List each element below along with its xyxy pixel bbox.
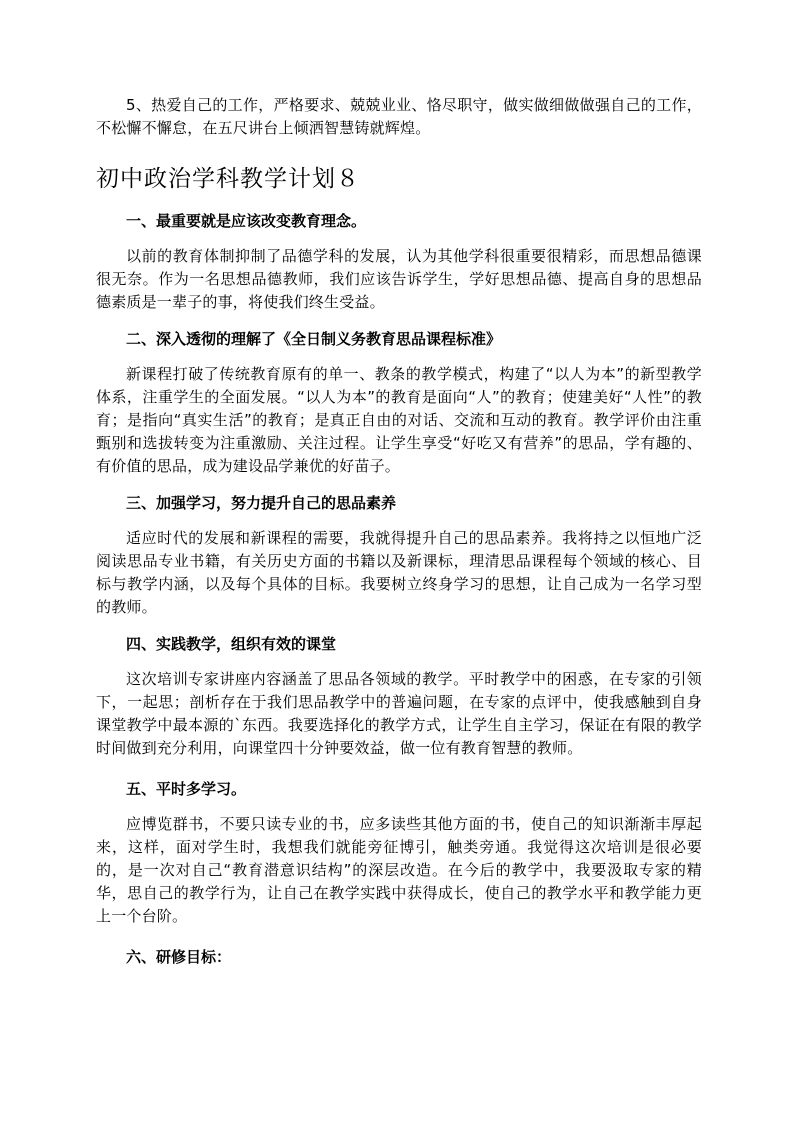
section-4 [96,633,702,760]
section-heading: 一、最重要就是应该改变教育理念。 [126,212,367,230]
section-heading: 四、实践教学，组织有效的课堂 [126,635,337,653]
section-paragraph: 这次培训专家讲座内容涵盖了思品各领域的教学。平时教学中的困惑，在专家的引领下，一起思；剖析存在于我们思品教学中的普遍问题，在专家的点评中，使我感触到自身课堂教学中最本源的`东西。我要选择化的教学方式，让学生自主学习，保证在有限的教学时间做到充分利用，向课堂四十分钟要效益，做一位有教育智慧的教师。 [96,670,702,757]
section-1 [96,210,702,314]
section-paragraph: 适应时代的发展和新课程的需要，我就得提升自己的思品素养。我将持之以恒地广泛阅读思品专业书籍，有关历史方面的书籍以及新课标，理清思品课程每个领域的核心、目标与教学内涵，以及每个具体的目标。我要树立终身学习的思想，让自己成为一名学习型的教师。 [96,529,702,616]
section-paragraph: 新课程打破了传统教育原有的单一、教条的教学模式，构建了“以人为本”的新型教学体系，注重学生的全面发展。“以人为本”的教育是面向“人”的教育；使建美好“人性”的教育；是指向“真实生活”的教育；是真正自由的对话、交流和互动的教育。教学评价由注重甄别和选拔转变为注重激励、关注过程。让学生享受“好吃又有营养”的思品，学有趣的、有价值的思品，成为建设品学兼优的好苗子。 [96,365,702,475]
section-heading: 二、深入透彻的理解了《全日制义务教育思品课程标准》 [126,330,502,348]
section-3 [96,492,702,619]
section-2 [96,328,702,478]
section-6 [96,946,702,969]
document-title: 初中政治学科教学计划８ [96,166,360,192]
section-heading: 三、加强学习，努力提升自己的思品素养 [126,494,397,512]
document-page [96,94,702,981]
section-heading: 五、平时多学习。 [126,780,247,798]
section-paragraph: 应博览群书，不要只读专业的书，应多读些其他方面的书，使自己的知识渐渐丰厚起来，这样，面对学生时，我想我们就能旁征博引，触类旁通。我觉得这次培训是很必要的，是一次对自己“教育潜意识结构”的深层改造。在今后的教学中，我要汲取专家的精华，思自己的教学行为，让自己在教学实践中获得成长，使自己的教学水平和教学能力更上一个台阶。 [96,815,702,925]
intro-paragraph: 5、热爱自己的工作，严格要求、兢兢业业、恪尽职守，做实做细做做强自己的工作，不松懈不懈怠，在五尺讲台上倾洒智慧铸就辉煌。 [96,96,702,137]
section-paragraph: 以前的教育体制抑制了品德学科的发展，认为其他学科很重要很精彩，而思想品德课很无奈。作为一名思想品德教师，我们应该告诉学生，学好思想品德、提高自身的思想品德素质是一辈子的事，将使我们终生受益。 [96,247,702,311]
section-5 [96,778,702,928]
section-heading: 六、研修目标： [126,948,232,966]
